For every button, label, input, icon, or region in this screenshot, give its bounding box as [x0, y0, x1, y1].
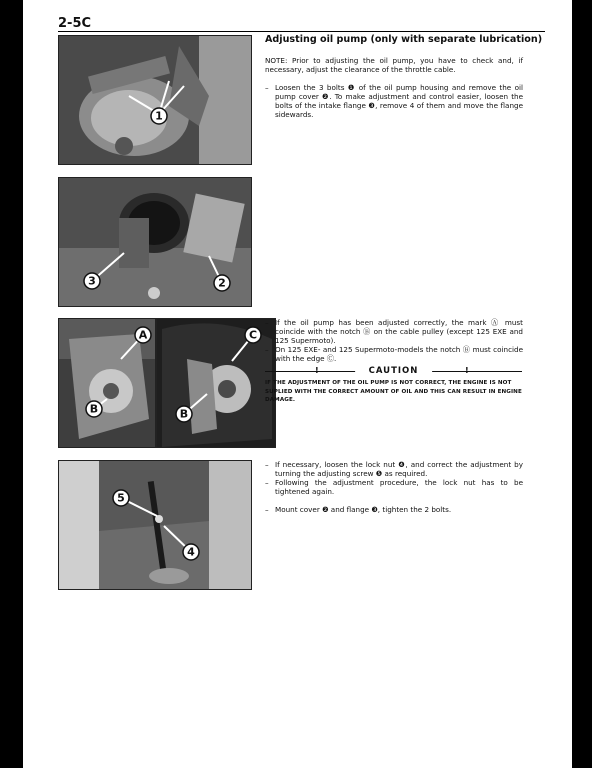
callout-4-label: 4 — [187, 545, 195, 559]
caution-label: CAUTION — [355, 366, 433, 376]
photo-lock-nut-screw — [58, 460, 252, 590]
list-item — [265, 478, 523, 496]
photo-mark-notch — [58, 318, 156, 448]
step-text: Loosen the 3 bolts ❶ of the oil pump housing and remove the oil pump cover ❷. To make adjustment and control easier, loosen the bolts of the intake flange ❸, remove 4 of them and move the flange sidewards. — [275, 83, 523, 119]
list-dash: – — [265, 318, 269, 327]
callout-A-label: A — [138, 328, 148, 342]
note-text: NOTE: Prior to adjusting the oil pump, you have to check and, if necessary, adjust the clearance of the throttle cable. — [265, 56, 523, 74]
section-title: Adjusting oil pump (only with separate lubrication) — [265, 34, 543, 45]
list-dash: – — [265, 460, 269, 469]
list-item — [265, 345, 523, 363]
caution-mark-left: ! — [315, 366, 319, 375]
callout-C-label: C — [248, 328, 258, 342]
step-text: Following the adjustment procedure, the lock nut has to be tightened again. — [275, 478, 523, 496]
step-text: If necessary, loosen the lock nut ❹, and correct the adjustment by turning the adjusting screw ❺ as required. — [275, 460, 523, 478]
steps-block-1 — [265, 83, 523, 119]
step-text: On 125 EXE- and 125 Supermoto-models the notch Ⓑ must coincide with the edge Ⓒ. — [275, 345, 523, 363]
list-item — [265, 83, 523, 119]
note-paragraph — [265, 56, 523, 74]
step-text: If the oil pump has been adjusted correctly, the mark Ⓐ must coincide with the notch Ⓑ on the cable pulley (except 125 EXE and 125 Supermoto). — [275, 318, 523, 345]
steps-block-3 — [265, 460, 523, 514]
photo-notch-edge — [156, 318, 276, 448]
callout-B-label: B — [89, 402, 99, 416]
callout-B2-label: B — [179, 407, 189, 421]
list-dash: – — [265, 505, 269, 514]
list-dash: – — [265, 345, 269, 354]
header-rule — [58, 31, 545, 32]
photo-oil-pump-housing — [58, 35, 252, 165]
caution-heading — [265, 366, 522, 377]
caution-text: IF THE ADJUSTMENT OF THE OIL PUMP IS NOT CORRECT, THE ENGINE IS NOT SUPLIED WITH THE CORRECT AMOUNT OF OIL AND THIS CAN RESULT IN ENGINE DAMAGE. — [265, 380, 522, 403]
callout-3-label: 3 — [88, 274, 96, 288]
callout-2-label: 2 — [218, 276, 226, 290]
caution-mark-right: ! — [465, 366, 469, 375]
list-item — [265, 505, 523, 514]
photo-intake-flange — [58, 177, 252, 307]
list-dash: – — [265, 83, 269, 92]
step-text: Mount cover ❷ and flange ❸, tighten the 2 bolts. — [275, 505, 452, 514]
list-item — [265, 318, 523, 345]
steps-block-2 — [265, 318, 523, 363]
callout-5-label: 5 — [117, 491, 125, 505]
page-number: 2-5C — [58, 16, 92, 31]
list-item — [265, 460, 523, 478]
list-dash: – — [265, 478, 269, 487]
manual-page — [23, 0, 572, 768]
callout-1-label: 1 — [155, 109, 163, 123]
